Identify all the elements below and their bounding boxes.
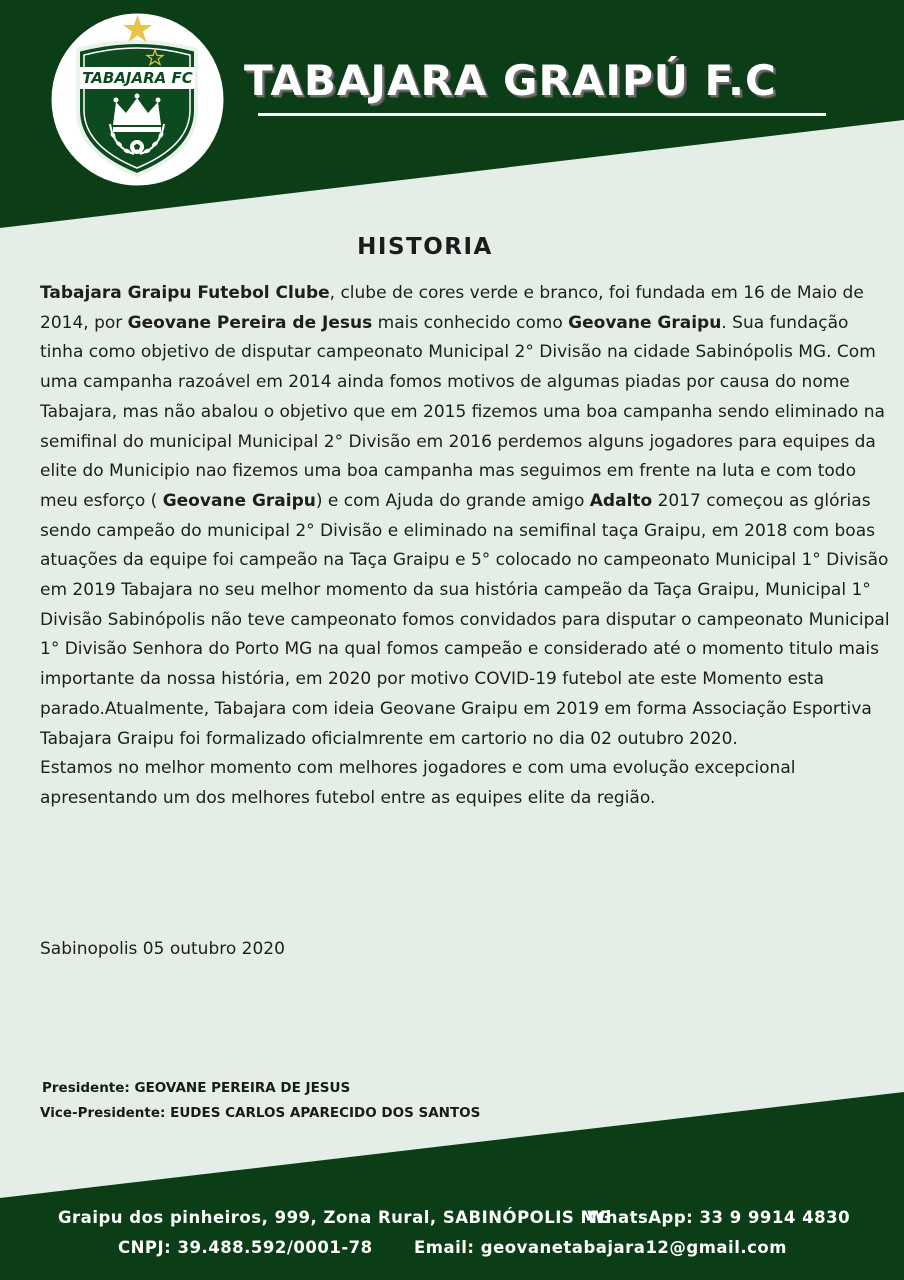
soccer-ball-icon [130, 140, 144, 154]
footer-cnpj: CNPJ: 39.488.592/0001-78 [118, 1238, 373, 1257]
section-heading: HISTORIA [357, 234, 493, 260]
logo-text: TABAJARA FC [82, 69, 193, 87]
friend-name: Adalto [589, 490, 653, 511]
club-title: TABAJARA GRAIPÚ F.C [244, 56, 777, 105]
text-span: . Sua fundação tinha como objetivo de disputar campeonato Municipal 2° Divisão na cidade Sabinópolis MG. Com uma campanha razoável em 2014 ainda fomos motivos de algumas piadas por causa do nome Tabajara, mas não abalou o objetivo que em 2015 fizemos uma boa campanha sendo eliminado na semifinal do municipal Municipal 2° Divisão em 2016 perdemos alguns jogadores para equipes da elite do Municipio nao fizemos uma boa campanha mas seguimos em frente na luta e com todo meu esforço ( [40, 312, 885, 511]
place-date: Sabinopolis 05 outubro 2020 [40, 939, 285, 959]
vice-president-line: Vice-Presidente: EUDES CARLOS APARECIDO DOS SANTOS [40, 1105, 481, 1121]
club-full-name: Tabajara Graipu Futebol Clube [40, 283, 330, 303]
footer-whatsapp: WhatsApp: 33 9 9914 4830 [587, 1208, 851, 1227]
founder-nickname: Geovane Graipu [162, 490, 316, 511]
history-paragraph-2: Estamos no melhor momento com melhores jogadores e com uma evolução excepcional apresentando um dos melhores futebol entre as equipes elite da região. [40, 758, 796, 808]
footer-address: Graipu dos pinheiros, 999, Zona Rural, SABINÓPOLIS MG [58, 1208, 612, 1227]
text-span: mais conhecido como [372, 312, 569, 333]
text-span: 2017 começou as glórias sendo campeão do municipal 2° Divisão e eliminado na semifinal taça Graipu, em 2018 com boas atuações da equipe foi campeão na Taça Graipu e 5° colocado no campeonato Municipal 1° Divisão em 2019 Tabajara no seu melhor momento da sua história campeão da Taça Graipu, Municipal 1° Divisão Sabinópolis não teve campeonato fomos convidados para disputar o campeonato Municipal 1° Divisão Senhora do Porto MG na qual fomos campeão e considerado até o momento titulo mais importante da nossa história, em 2020 por motivo COVID-19 futebol ate este Momento esta parado.Atualmente, Tabajara com ideia Geovane Graipu em 2019 em forma Associação Esportiva Tabajara Graipu foi formalizado oficialmrente em cartorio no dia 02 outubro 2020. [40, 490, 890, 749]
history-paragraph-1 [40, 279, 890, 754]
president-line: Presidente: GEOVANE PEREIRA DE JESUS [42, 1080, 351, 1096]
history-body [40, 279, 890, 814]
text-span: ) e com Ajuda do grande amigo [315, 490, 590, 511]
title-underline [258, 113, 826, 116]
founder-name: Geovane Pereira de Jesus [127, 312, 373, 333]
founder-nickname: Geovane Graipu [568, 312, 722, 333]
club-logo [50, 12, 225, 187]
text-span: , clube de cores verde e branco, foi fundada em 16 de Maio de 2014, por [40, 283, 864, 333]
footer-email: Email: geovanetabajara12@gmail.com [414, 1238, 787, 1257]
